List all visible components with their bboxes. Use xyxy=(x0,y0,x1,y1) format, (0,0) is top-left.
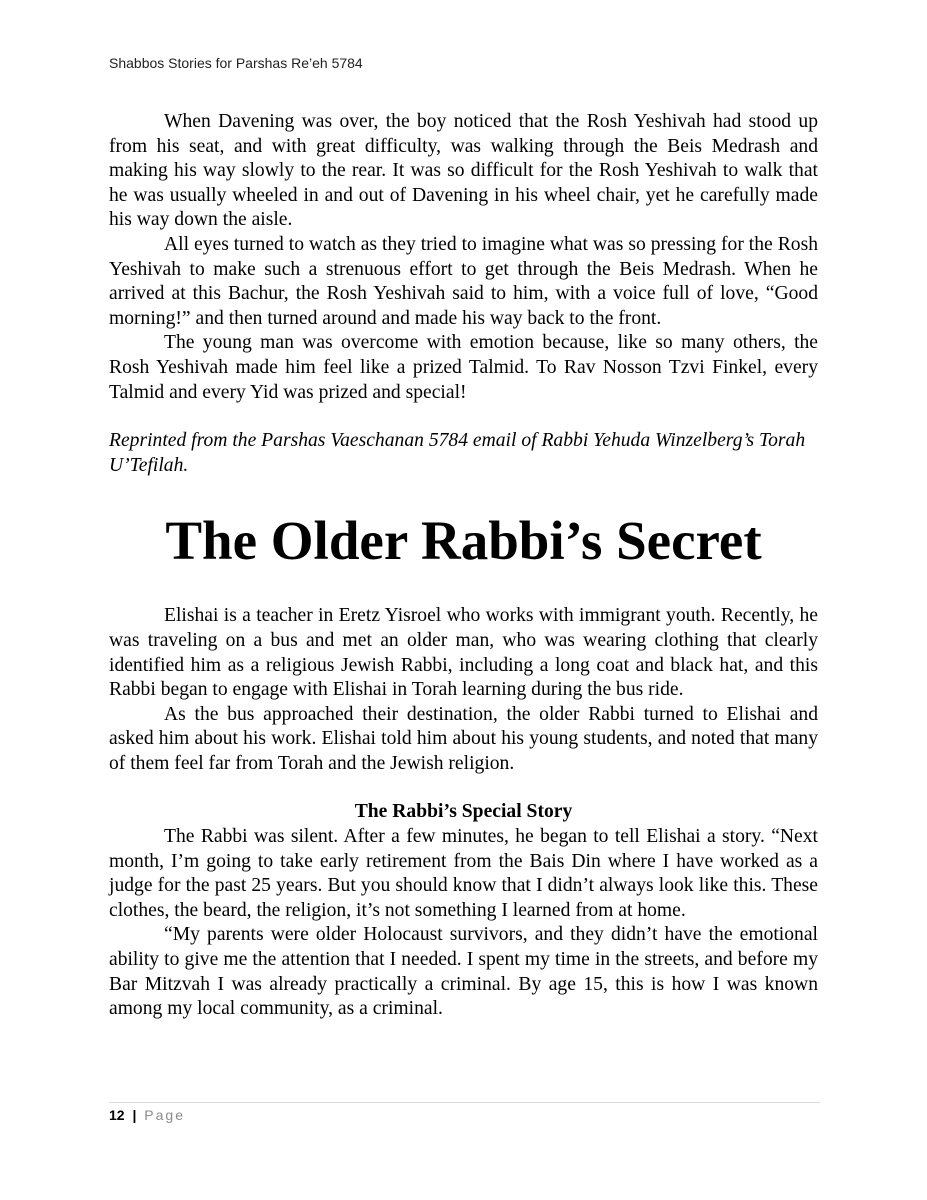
section-subheading: The Rabbi’s Special Story xyxy=(354,801,573,823)
story-title: The Older Rabbi’s Secret xyxy=(165,510,762,572)
running-header: Shabbos Stories for Parshas Re’eh 5784 xyxy=(109,55,363,71)
body-paragraph: When Davening was over, the boy noticed that the Rosh Yeshivah had stood up from his seat, and with great difficulty, was walking through the Beis Medrash and making his way slowly to the rear. It was so difficult for the Rosh Yeshivah to walk that he was usually wheeled in and out of Davening in his wheel chair, yet he carefully made his way down the aisle. xyxy=(109,111,818,231)
body-paragraph: As the bus approached their destination, the older Rabbi turned to Elishai and asked him about his work. Elishai told him about his young students, and noted that many of them feel far from Torah and the Jewish religion. xyxy=(109,703,818,774)
body-paragraph: “My parents were older Holocaust survivors, and they didn’t have the emotional ability to give me the attention that I needed. I spent my time in the streets, and before my Bar Mitzvah I was already practically a criminal. By age 15, this is how I was known among my local community, as a criminal. xyxy=(109,924,818,1020)
body-paragraph: The Rabbi was silent. After a few minutes, he began to tell Elishai a story. “Next month, I’m going to take early retirement from the Bais Din where I have worked as a judge for the past 25 years. But you should know that I didn’t always look like this. These clothes, the beard, the religion, it’s not something I learned from at home. xyxy=(109,826,818,921)
footer-divider xyxy=(109,1102,820,1103)
page-footer xyxy=(109,1107,185,1123)
footer-separator: | xyxy=(132,1107,137,1123)
page-number: 12 xyxy=(109,1107,125,1123)
body-paragraph: Elishai is a teacher in Eretz Yisroel who works with immigrant youth. Recently, he was traveling on a bus and met an older man, who was wearing clothing that clearly identified him as a religious Jewish Rabbi, including a long coat and black hat, and this Rabbi began to engage with Elishai in Torah learning during the bus ride. xyxy=(109,605,818,701)
body-paragraph: The young man was overcome with emotion because, like so many others, the Rosh Yeshivah made him feel like a prized Talmid. To Rav Nosson Tzvi Finkel, every Talmid and every Yid was prized and special! xyxy=(109,332,818,403)
reprint-credit: Reprinted from the Parshas Vaeschanan 5784 email of Rabbi Yehuda Winzelberg’s Torah U’Tefilah. xyxy=(109,430,806,476)
page-label: Page xyxy=(144,1107,185,1123)
body-paragraph: All eyes turned to watch as they tried to imagine what was so pressing for the Rosh Yeshivah to make such a strenuous effort to get through the Beis Medrash. When he arrived at this Bachur, the Rosh Yeshivah said to him, with a voice full of love, “Good morning!” and then turned around and made his way back to the front. xyxy=(109,233,818,329)
page-body xyxy=(109,110,818,1022)
